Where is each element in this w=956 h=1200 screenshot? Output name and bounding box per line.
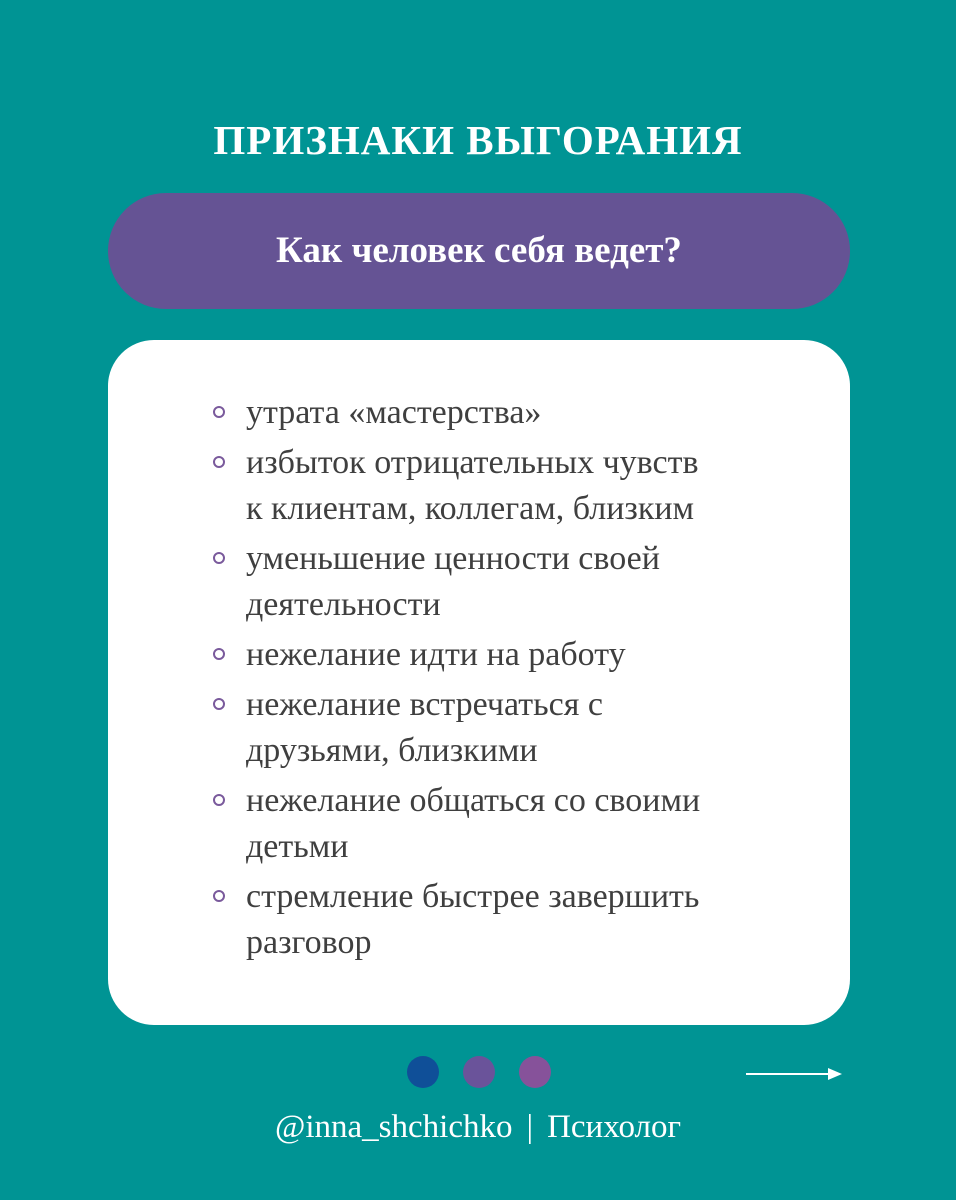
list-item-text: нежелание общаться со своими детьми	[246, 782, 701, 865]
arrow-right-icon[interactable]	[746, 1066, 842, 1082]
list-item	[208, 536, 828, 628]
list-item-text: нежелание встречаться с друзьями, близкими	[246, 686, 603, 769]
list-item-text: избыток отрицательных чувств к клиентам, коллегам, близким	[246, 444, 699, 527]
circle-bullet-icon	[213, 890, 225, 902]
list-item	[208, 778, 828, 870]
list-item-text: утрата «мастерства»	[246, 394, 542, 431]
pagination-dot-3[interactable]	[519, 1056, 551, 1088]
list-item	[208, 440, 828, 532]
symptom-list	[208, 390, 828, 970]
author-handle: @inna_shchichko	[274, 1109, 513, 1145]
list-item	[208, 682, 828, 774]
circle-bullet-icon	[213, 794, 225, 806]
footer	[0, 1106, 956, 1148]
pagination-dot-2[interactable]	[463, 1056, 495, 1088]
list-item	[208, 874, 828, 966]
circle-bullet-icon	[213, 698, 225, 710]
circle-bullet-icon	[213, 456, 225, 468]
subtitle-banner	[108, 193, 850, 309]
pagination-dot-1[interactable]	[407, 1056, 439, 1088]
list-item-text: уменьшение ценности своей деятельности	[246, 540, 660, 623]
author-role: Психолог	[547, 1109, 682, 1145]
page-title: ПРИЗНАКИ ВЫГОРАНИЯ	[213, 117, 743, 163]
circle-bullet-icon	[213, 648, 225, 660]
pagination-dots	[407, 1056, 551, 1088]
list-item-text: нежелание идти на работу	[246, 636, 626, 673]
list-item	[208, 632, 828, 678]
content-card	[108, 340, 850, 1025]
list-item	[208, 390, 828, 436]
circle-bullet-icon	[213, 552, 225, 564]
subtitle-text: Как человек себя ведет?	[276, 230, 682, 271]
list-item-text: стремление быстрее завершить разговор	[246, 878, 700, 961]
circle-bullet-icon	[213, 406, 225, 418]
footer-separator: |	[526, 1109, 534, 1145]
